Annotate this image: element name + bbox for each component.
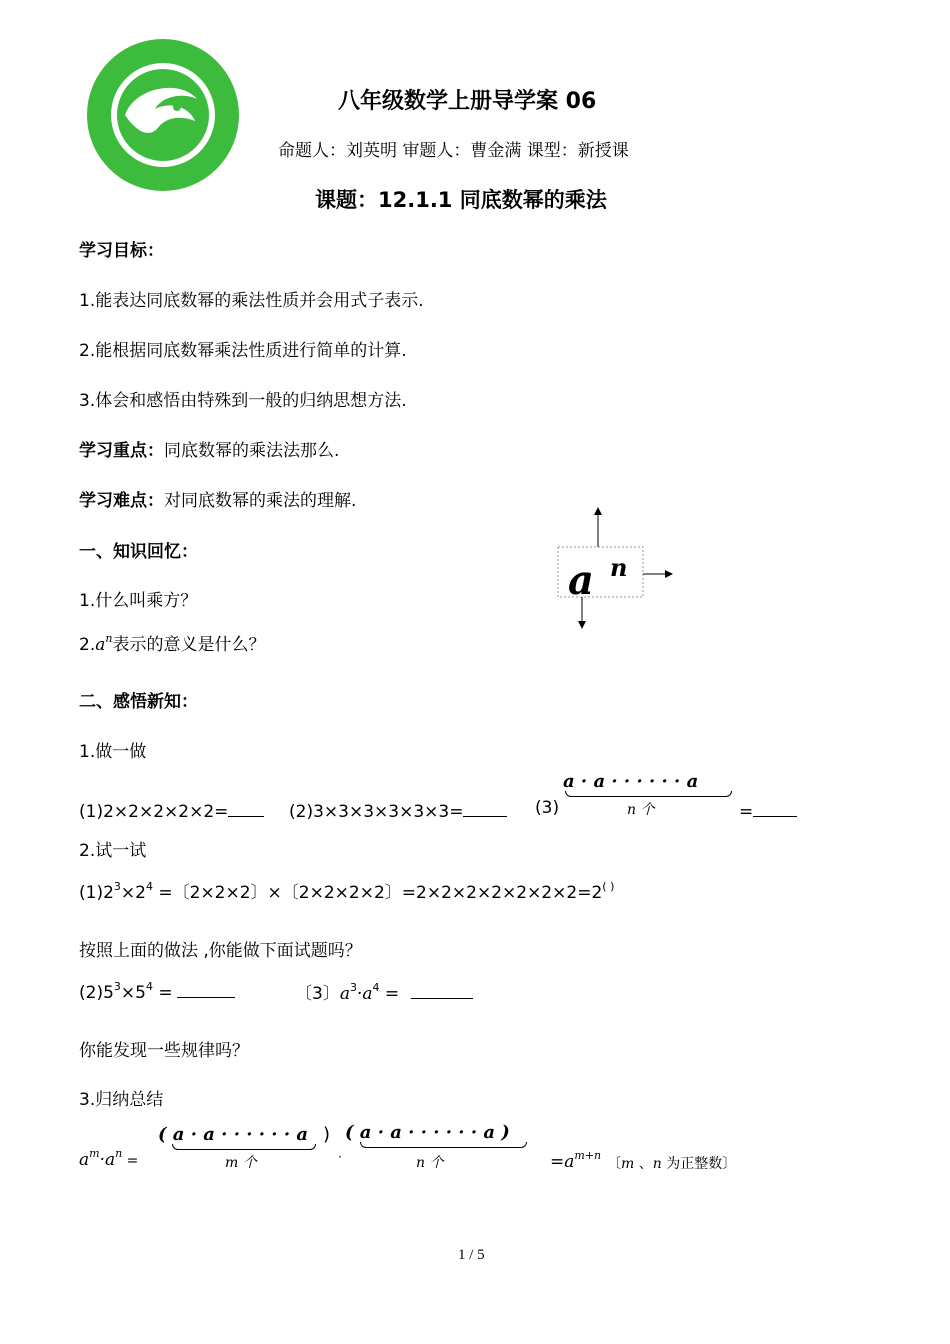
summary-group-2: ( a · a · · · · · · a )	[345, 1122, 510, 1143]
objectives-heading: 学习目标：	[79, 241, 164, 261]
difficulty-line	[79, 486, 356, 511]
difficulty-text: 对同底数幂的乘法的理解.	[164, 491, 357, 511]
exercise-3-product: a · a · · · · · · a	[563, 771, 699, 792]
summary-lhs: $a^m\cdot a^n$ =	[79, 1147, 139, 1170]
underbrace-icon	[360, 1142, 527, 1148]
diagram-exponent: n	[610, 553, 628, 582]
objective-item: 3.体会和感悟由特殊到一般的归纳思想方法.	[79, 391, 407, 411]
page-title: 八年级数学上册导学案 06	[338, 89, 597, 114]
diagram-base: a	[568, 557, 594, 604]
summary-dot: ·	[338, 1150, 342, 1164]
try-example-2: $(2)5^3\times 5^4$ =	[79, 979, 235, 1003]
answer-blank[interactable]	[411, 980, 473, 999]
underbrace-icon	[172, 1144, 316, 1150]
lesson-subject: 课题：12.1.1 同底数幂的乘法	[315, 188, 607, 212]
review-question-1: 1.什么叫乘方？	[79, 591, 198, 611]
review-heading: 一、知识回忆：	[79, 542, 198, 562]
summary-condition: 〔m 、n 为正整数〕	[607, 1156, 737, 1172]
rule-question: 你能发现一些规律吗？	[79, 1041, 249, 1061]
exercise-2: (2)3×3×3×3×3×3=	[289, 798, 507, 822]
summary-heading: 3.归纳总结	[79, 1090, 164, 1110]
summary-group-2-count: n 个	[416, 1155, 444, 1171]
authors-line: 命题人：刘英明 审题人：曹金满 课型：新授课	[278, 141, 629, 161]
logo-emblem-icon	[85, 37, 241, 193]
summary-group-1: ( a · a · · · · · · a	[158, 1124, 309, 1145]
summary-group-1-close: )	[323, 1124, 331, 1145]
prompt-line: 按照上面的做法 ,你能做下面试题吗？	[79, 941, 362, 961]
answer-blank[interactable]	[463, 798, 507, 817]
exercise-3-answer: =	[739, 798, 797, 822]
exercise-3-label: (3)	[535, 798, 560, 818]
objective-item: 2.能根据同底数幂乘法性质进行简单的计算.	[79, 341, 407, 361]
try-example-1: $(1)2^3\times 2^4$ =〔2×2×2〕×〔2×2×2×2〕=2×2×2×2×2×2×2=2( )	[79, 880, 615, 903]
power-diagram	[555, 505, 685, 635]
do-heading: 1.做一做	[79, 742, 147, 762]
exponent-blank[interactable]: ( )	[602, 880, 615, 893]
objective-item: 1.能表达同底数幂的乘法性质并会用式子表示.	[79, 291, 424, 311]
answer-blank[interactable]	[177, 979, 235, 998]
focus-line	[79, 436, 339, 461]
summary-result: $=a^{m+n}$	[550, 1149, 602, 1172]
school-logo	[85, 37, 241, 193]
try-example-3: 〔3〕$a^3\cdot a^4$ =	[295, 979, 473, 1004]
focus-label: 学习重点：	[79, 441, 164, 461]
focus-text: 同底数幂的乘法法那么.	[164, 441, 340, 461]
exercise-1: (1)2×2×2×2×2=	[79, 798, 264, 822]
summary-group-1-count: m 个	[225, 1155, 257, 1171]
difficulty-label: 学习难点：	[79, 491, 164, 511]
exercise-3-count: n 个	[627, 802, 655, 818]
try-heading: 2.试一试	[79, 841, 147, 861]
new-knowledge-heading: 二、感悟新知：	[79, 692, 198, 712]
page-number: 1 / 5	[458, 1247, 485, 1263]
answer-blank[interactable]	[228, 798, 264, 817]
review-question-2: $2.a^n$表示的意义是什么？	[79, 632, 266, 655]
underbrace-icon	[565, 791, 732, 797]
answer-blank[interactable]	[753, 798, 797, 817]
